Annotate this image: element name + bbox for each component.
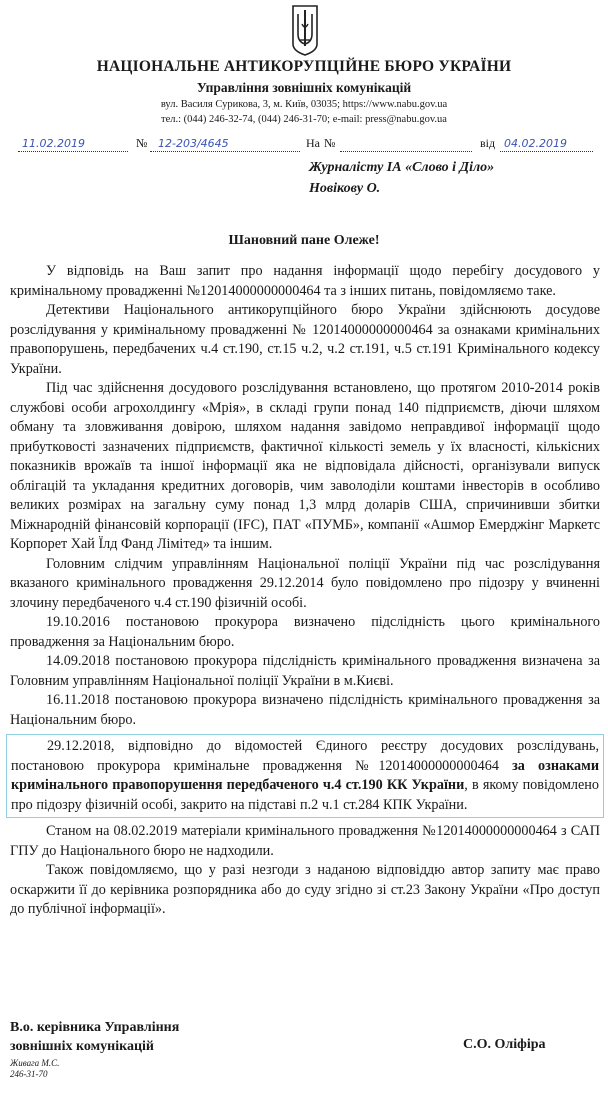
paragraph-3: Під час здійснення досудового розслідування встановлено, що протягом 2010-2014 років службові особи агрохолдингу «Мрія», в складі групи понад 140 підприємств, діючи шляхом обману та зловживання довірою, шляхом надання завідомо неправдивої інформації щодо прибутковості зазначених підприємств, фактичної кількості земель у їх власності, кількісних показників врожаїв та іншої інформації яка не відповідала дійсності, організували випуск облігацій та укладання кредитних договорів, чим заволоділи коштами інвесторів в особливо великих розмірах на загальну суму понад 1,3 млрд доларів США, спричинивши збитки Міжнародній фінансовій корпорації (IFC), ПАТ «ПУМБ», компанії «Ашмор Емерджінг Маркетс Корпорет Хай Їлд Фанд Лімітед» та іншим. xyxy=(10,380,600,552)
executor-info xyxy=(10,1058,59,1080)
highlighted-paragraph xyxy=(6,734,604,818)
agency-address: вул. Василя Сурикова, 3, м. Київ, 03035; https://www.nabu.gov.ua xyxy=(160,99,448,110)
registration-line xyxy=(18,136,593,154)
signatory-position-line1: В.о. керівника Управління xyxy=(10,1020,180,1035)
paragraph-4: Головним слідчим управлінням Національної поліції України під час розслідування вказаного кримінального провадження 29.12.2014 було повідомлено про підозру у вчиненні злочину передбаченого ч.4 ст.190 фізичній особі. xyxy=(10,555,600,611)
paragraph-2: Детективи Національного антикорупційного бюро України здійснюють досудове розслідування у кримінальному провадженні № 12014000000000464 за ознаками кримінальних правопорушень, передбачених ч.4 ст.190, ст.15 ч.2, ч.2 ст.191, ч.5 ст.191 Кримінального кодексу України. xyxy=(10,302,600,377)
paragraph-9: Станом на 08.02.2019 матеріали кримінального провадження №12014000000000464 з САП ГПУ до Національного бюро не надходили. xyxy=(10,823,600,859)
paragraph-6: 14.09.2018 постановою прокурора підслідність кримінального провадження визначена за Головним управлінням Національної поліції України в м.Києві. xyxy=(10,653,600,689)
outgoing-date: 11.02.2019 xyxy=(22,137,85,150)
paragraph-8-plain: 29.12.2018, відповідно до відомостей Єдиного реєстру досудових розслідувань, постановою прокурора кримінальне провадження №12014000000000464 xyxy=(11,738,599,774)
executor-phone: 246-31-70 xyxy=(10,1069,48,1079)
incoming-number-prefix: № xyxy=(324,136,336,150)
agency-contacts: тел.: (044) 246-32-74, (044) 246-31-70; e-mail: press@nabu.gov.ua xyxy=(161,114,447,125)
letter-body xyxy=(10,262,600,920)
addressee-line1: Журналісту ІА «Слово і Діло» xyxy=(309,160,495,175)
trident-emblem-icon xyxy=(290,4,320,56)
department-title: Управління зовнішніх комунікацій xyxy=(196,80,412,95)
paragraph-8-rest: , в якому повідомлено про підозру фізичній особі, закрито на підставі п.2 ч.1 ст.284 КПК України. xyxy=(11,777,599,813)
paragraph-8-bold: за ознаками кримінального правопорушення передбаченого ч.4 ст.190 КК України xyxy=(11,757,599,793)
incoming-on-label: На xyxy=(306,136,320,150)
signatory-name: С.О. Оліфіра xyxy=(463,1037,546,1052)
signatory-position-line2: зовнішніх комунікацій xyxy=(10,1039,154,1054)
salutation: Шановний пане Олеже! xyxy=(228,233,380,248)
paragraph-7: 16.11.2018 постановою прокурора визначено підслідність кримінального провадження за Національним бюро. xyxy=(10,692,600,728)
executor-name: Живага М.С. xyxy=(10,1058,60,1068)
signatory-position xyxy=(10,1018,179,1056)
outgoing-number: 12-203/4645 xyxy=(158,137,229,150)
paragraph-8 xyxy=(11,737,599,815)
incoming-from-label: від xyxy=(480,136,496,150)
outgoing-number-prefix: № xyxy=(136,136,148,150)
paragraph-10: Також повідомляємо, що у разі незгоди з наданою відповіддю автор запиту має право оскаржити її до керівника розпорядника або до суду згідно зі ст.23 Закону України «Про доступ до публічної інформації». xyxy=(10,862,600,917)
paragraph-5: 19.10.2016 постановою прокурора визначено підслідність цього кримінального провадження за Національним бюро. xyxy=(10,614,600,650)
incoming-date: 04.02.2019 xyxy=(504,137,567,150)
agency-title: НАЦІОНАЛЬНЕ АНТИКОРУПЦІЙНЕ БЮРО УКРАЇНИ xyxy=(96,58,512,75)
addressee-line2: Новікову О. xyxy=(309,181,381,196)
paragraph-1: У відповідь на Ваш запит про надання інформації щодо перебігу досудового у кримінальному провадженні №12014000000000464 та з інших питань, повідомляємо таке. xyxy=(10,263,600,299)
